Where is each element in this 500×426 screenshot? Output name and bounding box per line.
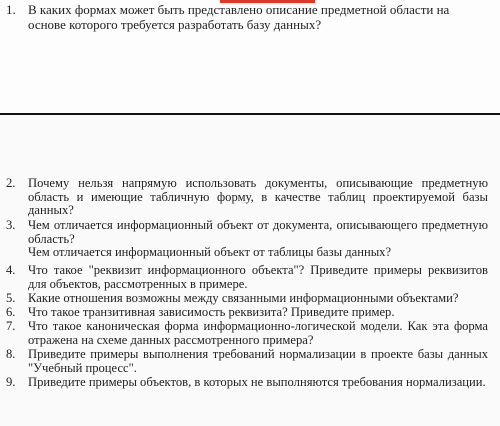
question-number: 7. <box>6 319 16 333</box>
question-text: Какие отношения возможны между связанными информационными объектами? <box>28 291 459 305</box>
question-text: Приведите примеры выполнения требований нормализации в проекте базы данных "Учебный процесс". <box>28 347 488 375</box>
question-number: 8. <box>6 347 16 361</box>
question-6 <box>6 306 488 320</box>
question-4 <box>6 264 488 291</box>
question-text: Что такое транзитивная зависимость реквизита? Приведите пример. <box>28 305 395 319</box>
question-3 <box>6 219 488 246</box>
question-1 <box>6 3 488 32</box>
question-number: 9. <box>6 375 16 389</box>
question-9 <box>6 376 488 390</box>
question-2 <box>6 177 488 218</box>
question-5 <box>6 292 488 306</box>
question-text: Приведите примеры объектов, в которых не выполняются требования нормализации. <box>28 375 486 389</box>
question-text: Почему нельзя напрямую использовать документы, описывающие предметную область и имеющие табличную форму, в качестве таблиц проектируемой базы данных? <box>28 176 488 218</box>
question-number: 2. <box>6 176 16 190</box>
question-number: 4. <box>6 263 16 277</box>
question-text: Что такое "реквизит информационного объекта"? Приведите примеры реквизитов для объектов, рассмотренных в примере. <box>28 263 488 291</box>
question-3-followup: Чем отличается информационный объект от таблицы базы данных? <box>28 245 392 259</box>
question-number: 1. <box>6 2 16 17</box>
question-number: 3. <box>6 218 16 232</box>
question-number: 5. <box>6 291 16 305</box>
question-text: Что такое каноническая форма информационно-логической модели. Как эта форма отражена на схеме данных рассмотренного примера? <box>28 319 488 347</box>
question-text: В каких формах может быть представлено описание предметной области на основе которого требуется разработать базу данных? <box>28 2 450 32</box>
question-number: 6. <box>6 305 16 319</box>
question-8 <box>6 348 488 375</box>
question-7 <box>6 320 488 347</box>
question-text: Чем отличается информационный объект от документа, описывающего предметную область? <box>28 218 488 246</box>
